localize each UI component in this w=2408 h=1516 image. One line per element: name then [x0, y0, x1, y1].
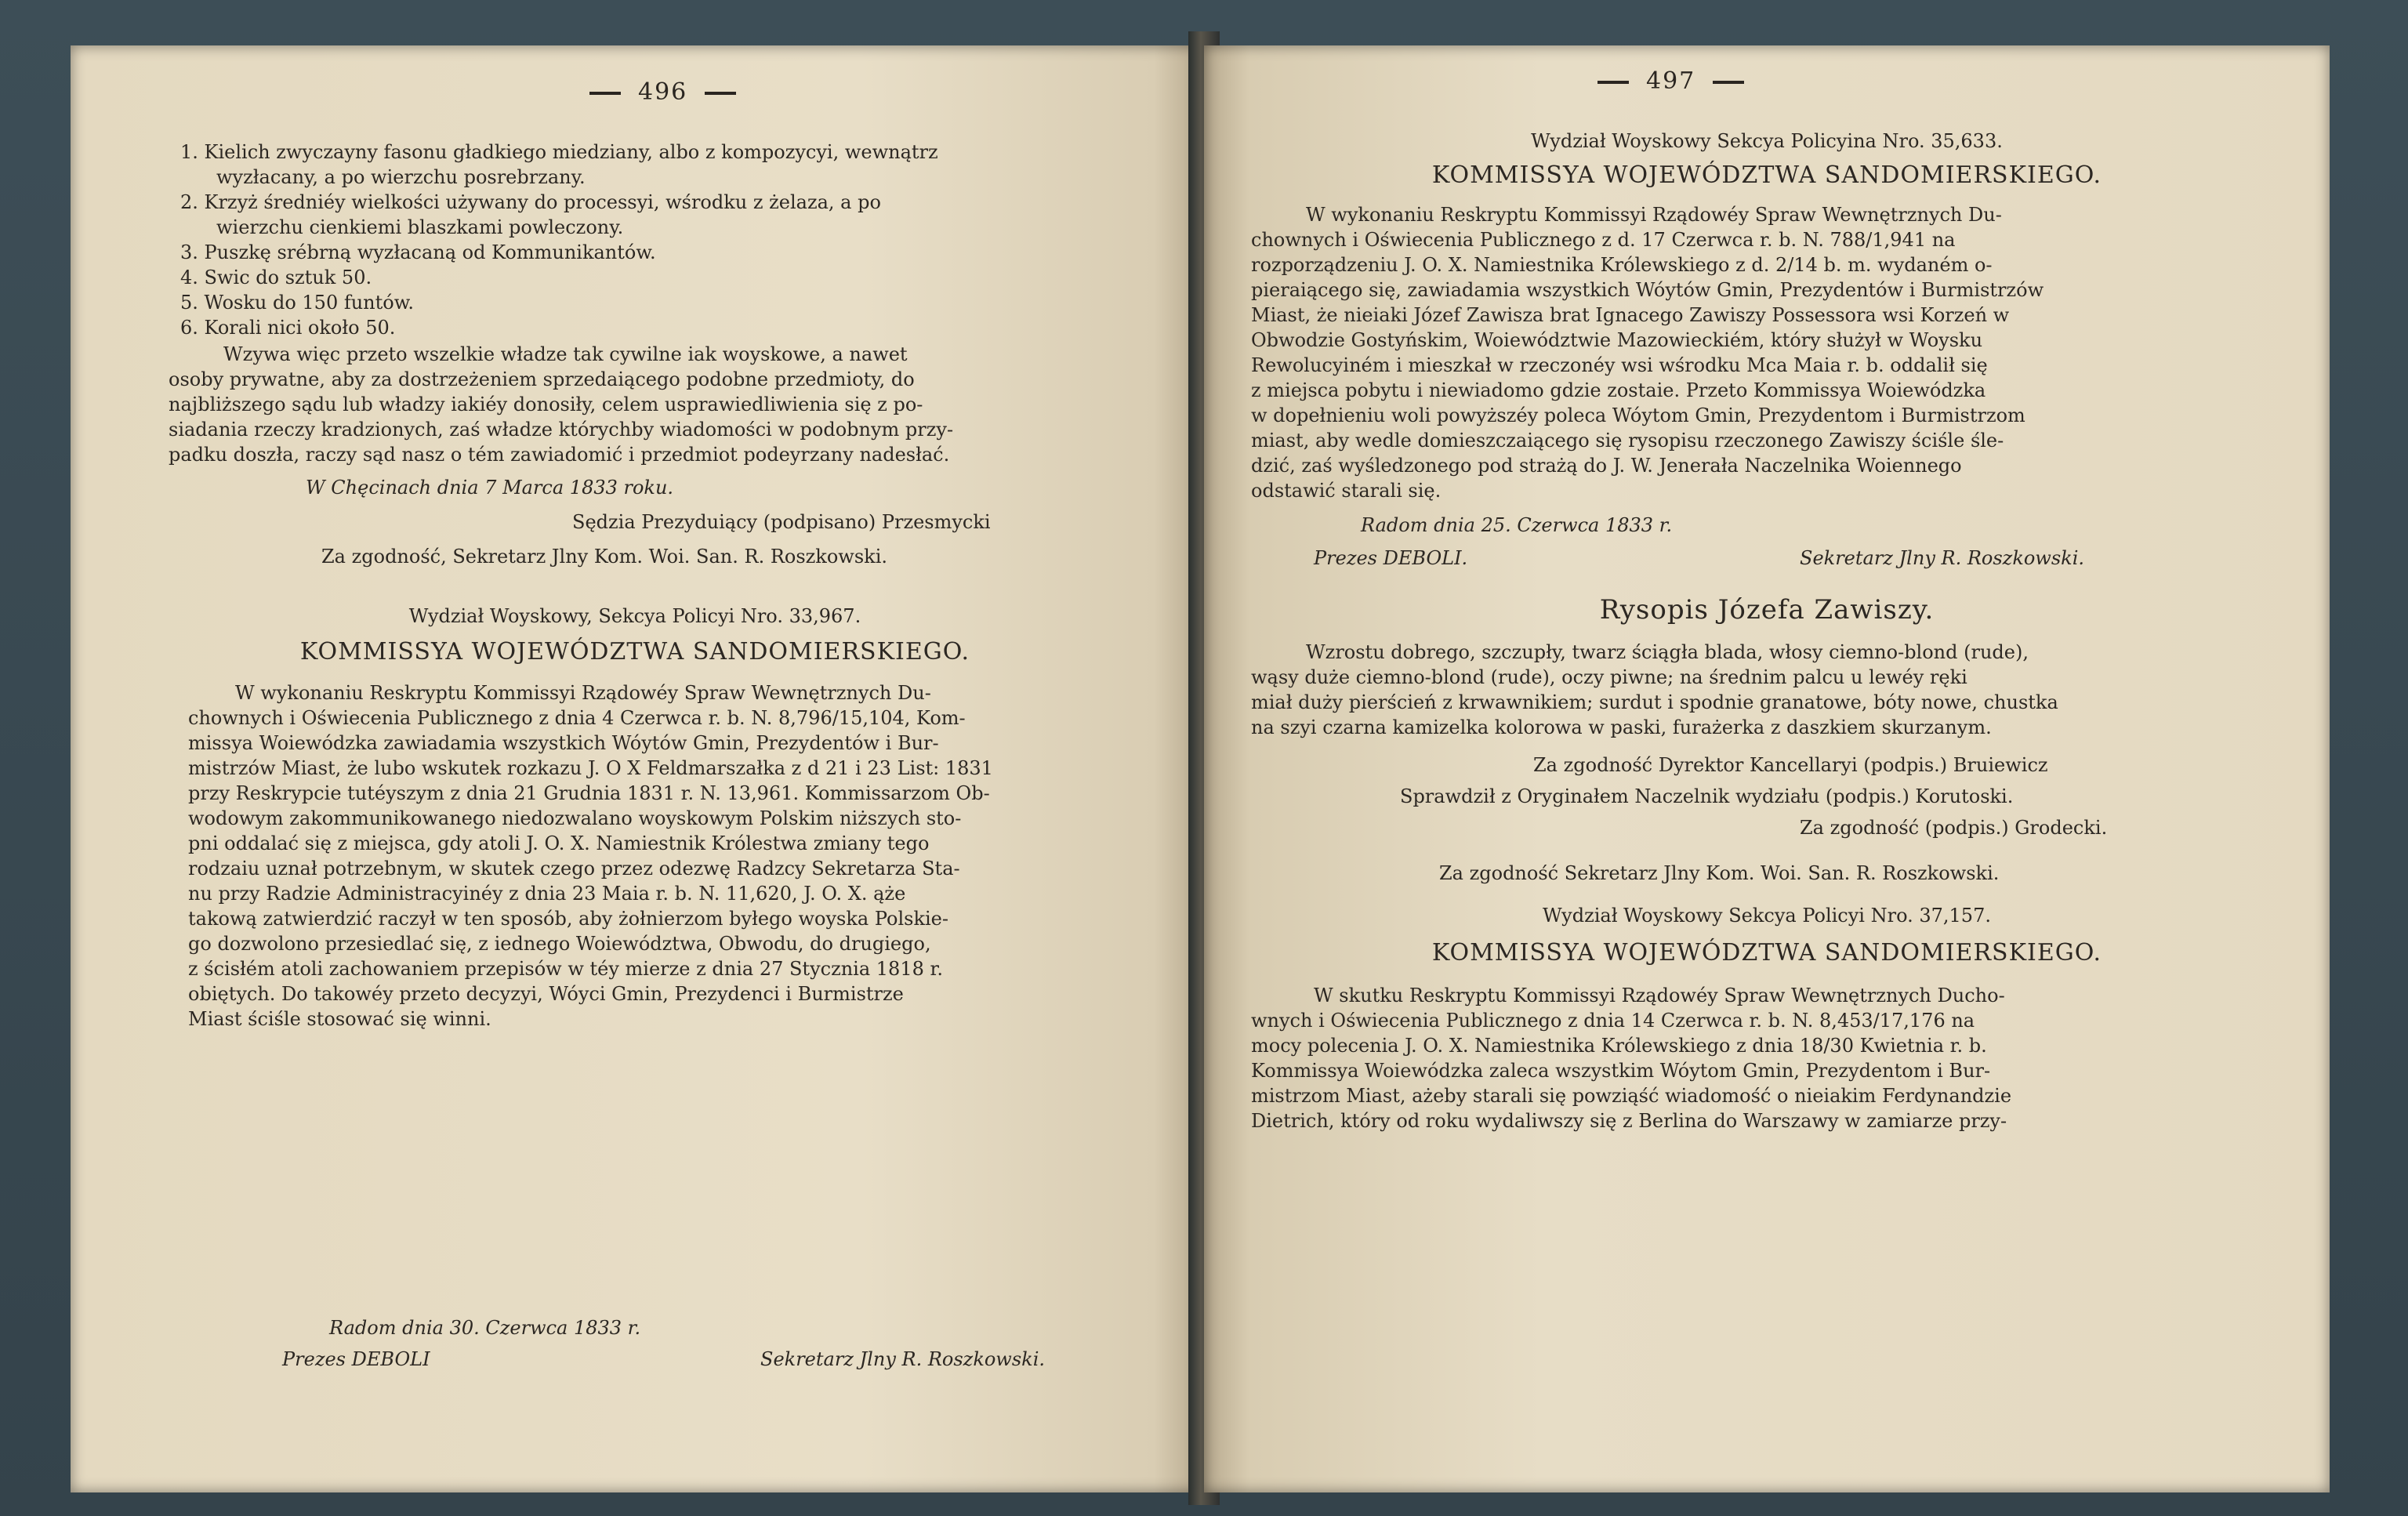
left-signature-secretary: Za zgodność, Sekretarz Jlny Kom. Woi. San. R. Roszkowski. [321, 546, 888, 568]
text-line: z ścisłém atoli zachowaniem przepisów w téy mierze z dnia 27 Stycznia 1818 r. [188, 958, 943, 980]
right-paragraph-2 [1251, 983, 2011, 1133]
left-signature-judge: Sędzia Prezyduiący (podpisano) Przesmycki [572, 511, 991, 533]
right-date-1: Radom dnia 25. Czerwca 1833 r. [1361, 514, 1673, 536]
text-line: pni oddalać się z miejsca, gdy atoli J. O. X. Namiestnik Królestwa zmiany tego [188, 832, 930, 854]
text-line: miast, aby wedle domieszczaiącego się rysopisu rzeczonego Zawiszy ściśle śle- [1251, 430, 2004, 452]
text-line: Miast ściśle stosować się winni. [188, 1008, 491, 1030]
text-line: przy Reskrypcie tutéyszym z dnia 21 Grudnia 1831 r. N. 13,961. Kommissarzom Ob- [188, 782, 990, 804]
text-line: takową zatwierdzić raczył w ten sposób, aby żołnierzom byłego woyska Polskie- [188, 908, 948, 930]
text-line: padku doszła, raczy sąd nasz o tém zawiadomić i przedmiot podeyrzany nadesłać. [169, 444, 950, 466]
text-line: go dozwolono przesiedlać się, z iednego Woiewództwa, Obwodu, do drugiego, [188, 933, 931, 955]
text-line: W wykonaniu Reskryptu Kommissyi Rządowéy Spraw Wewnętrznych Du- [235, 682, 931, 704]
right-page [1204, 45, 2330, 1492]
text-line: najbliższego sądu lub władzy iakiéy donosiły, celem usprawiedliwienia się z po- [169, 394, 923, 415]
left-page [71, 45, 1199, 1492]
text-line: chownych i Oświecenia Publicznego z d. 17 Czerwca r. b. N. 788/1,941 na [1251, 229, 1956, 251]
text-line: wodowym zakommunikowanego niedozwalano woyskowym Polskim niższych sto- [188, 807, 962, 829]
right-paragraph-1 [1251, 202, 2044, 503]
text-line: pieraiącego się, zawiadamia wszystkich Wóytów Gmin, Prezydentów i Burmistrzów [1251, 279, 2044, 301]
text-line: na szyi czarna kamizelka kolorowa w paski, furażerka z daszkiem skurzanym. [1251, 716, 1992, 738]
text-line: miał duży pierścień z krwawnikiem; surdut i spodnie granatowe, bóty nowe, chustka [1251, 691, 2058, 713]
right-cert-2: Sprawdził z Oryginałem Naczelnik wydziału (podpis.) Korutoski. [1400, 785, 2014, 807]
text-line: W wykonaniu Reskryptu Kommissyi Rządowéy Spraw Wewnętrznych Du- [1306, 204, 2002, 226]
right-rysopis-title: Rysopis Józefa Zawiszy. [1599, 594, 1935, 626]
list-item: 4. Swic do sztuk 50. [180, 267, 372, 288]
text-line: chownych i Oświecenia Publicznego z dnia 4 Czerwca r. b. N. 8,796/15,104, Kom- [188, 707, 966, 729]
text-line: W skutku Reskryptu Kommissyi Rządowéy Spraw Wewnętrznych Ducho- [1314, 985, 2005, 1006]
text-line: rodzaiu uznał potrzebnym, w skutek czego przez odezwę Radzcy Sekretarza Sta- [188, 858, 960, 879]
text-line: mistrzom Miast, ażeby starali się powziąść wiadomość o nieiakim Ferdynandzie [1251, 1085, 2012, 1107]
text-line: dzić, zaś wyśledzonego pod strażą do J. W. Jenerała Naczelnika Woiennego [1251, 455, 1962, 477]
right-cert-3: Za zgodność (podpis.) Grodecki. [1800, 817, 2108, 839]
left-paragraph-2 [188, 680, 993, 1032]
right-prezes-1: Prezes DEBOLI. [1314, 547, 1468, 569]
text-line: Kommissya Woiewódzka zaleca wszystkim Wóytom Gmin, Prezydentom i Bur- [1251, 1060, 1991, 1082]
right-sekretarz-1: Sekretarz Jlny R. Roszkowski. [1800, 547, 2085, 569]
text-line: siadania rzeczy kradzionych, zaś władze którychby wiadomości w podobnym przy- [169, 419, 954, 441]
left-prezes: Prezes DEBOLI [282, 1348, 430, 1370]
left-paragraph-1 [169, 342, 953, 467]
text-line: wnych i Oświecenia Publicznego z dnia 14 Czerwca r. b. N. 8,453/17,176 na [1251, 1010, 1975, 1032]
right-heading-2: KOMMISSYA WOJEWÓDZTWA SANDOMIERSKIEGO. [1431, 939, 2102, 967]
text-line: Miast, że nieiaki Józef Zawisza brat Ignacego Zawiszy Possessora wsi Korzeń w [1251, 304, 2010, 326]
list-item: 5. Wosku do 150 funtów. [180, 292, 415, 314]
left-sekcya: Wydział Woyskowy, Sekcya Policyi Nro. 33,967. [408, 605, 861, 627]
list-item: wierzchu cienkiemi blaszkami powleczony. [216, 216, 624, 238]
right-rysopis [1251, 640, 2058, 740]
text-line: Obwodzie Gostyńskim, Woiewództwie Mazowieckiém, który służył w Woysku [1251, 329, 1983, 351]
text-line: z miejsca pobytu i niewiadomo gdzie zostaie. Przeto Kommissya Woiewódzka [1251, 379, 1986, 401]
text-line: nu przy Radzie Administracyinéy z dnia 23 Maia r. b. N. 11,620, J. O. X. ąże [188, 883, 906, 905]
list-item: wyzłacany, a po wierzchu posrebrzany. [216, 166, 586, 188]
text-line: rozporządzeniu J. O. X. Namiestnika Królewskiego z d. 2/14 b. m. wydaném o- [1251, 254, 1993, 276]
left-date-2: Radom dnia 30. Czerwca 1833 r. [329, 1317, 641, 1339]
text-line: missya Woiewódzka zawiadamia wszystkich Wóytów Gmin, Prezydentów i Bur- [188, 732, 939, 754]
list-item: 3. Puszkę srébrną wyzłacaną od Kommunikantów. [180, 241, 656, 263]
right-cert-4: Za zgodność Sekretarz Jlny Kom. Woi. San. R. Roszkowski. [1439, 862, 2000, 884]
text-line: wąsy duże ciemno-blond (rude), oczy piwne; na średnim palcu u lewéy ręki [1251, 666, 1967, 688]
text-line: odstawić starali się. [1251, 480, 1442, 502]
text-line: w dopełnieniu woli powyższéy poleca Wóytom Gmin, Prezydentom i Burmistrzom [1251, 404, 2025, 426]
text-line: obiętych. Do takowéy przeto decyzyi, Wóyci Gmin, Prezydenci i Burmistrze [188, 983, 904, 1005]
right-cert-1: Za zgodność Dyrektor Kancellaryi (podpis.) Bruiewicz [1533, 754, 2048, 776]
list-item: 6. Korali nici około 50. [180, 317, 396, 339]
text-line: mistrzów Miast, że lubo wskutek rozkazu J. O X Feldmarszałka z d 21 i 23 List: 1831 [188, 757, 993, 779]
left-sekretarz: Sekretarz Jlny R. Roszkowski. [760, 1348, 1046, 1370]
text-line: Wzywa więc przeto wszelkie władze tak cywilne iak woyskowe, a nawet [223, 343, 908, 365]
left-item-list [180, 140, 938, 340]
left-date-1: W Chęcinach dnia 7 Marca 1833 roku. [306, 477, 674, 499]
text-line: Wzrostu dobrego, szczupły, twarz ściągła blada, włosy ciemno-blond (rude), [1306, 641, 2029, 663]
text-line: mocy polecenia J. O. X. Namiestnika Królewskiego z dnia 18/30 Kwietnia r. b. [1251, 1035, 1987, 1057]
list-item: 2. Krzyż średniéy wielkości używany do processyi, wśrodku z żelaza, a po [180, 191, 881, 213]
text-line: osoby prywatne, aby za dostrzeżeniem sprzedaiącego podobne przedmioty, do [169, 368, 915, 390]
right-sekcya-1: Wydział Woyskowy Sekcya Policyina Nro. 35,633. [1531, 130, 2003, 152]
left-heading: KOMMISSYA WOJEWÓDZTWA SANDOMIERSKIEGO. [299, 638, 970, 666]
left-page-number: 496 [572, 78, 753, 106]
text-line: Rewolucyiném i mieszkał w rzeczonéy wsi wśrodku Mca Maia r. b. oddalił się [1251, 354, 1988, 376]
right-page-number: 497 [1580, 67, 1761, 95]
list-item: 1. Kielich zwyczayny fasonu gładkiego miedziany, albo z kompozycyi, wewnątrz [180, 141, 938, 163]
right-heading-1: KOMMISSYA WOJEWÓDZTWA SANDOMIERSKIEGO. [1431, 161, 2102, 189]
text-line: Dietrich, który od roku wydaliwszy się z Berlina do Warszawy w zamiarze przy- [1251, 1110, 2007, 1132]
right-sekcya-2: Wydział Woyskowy Sekcya Policyi Nro. 37,157. [1543, 905, 1991, 927]
